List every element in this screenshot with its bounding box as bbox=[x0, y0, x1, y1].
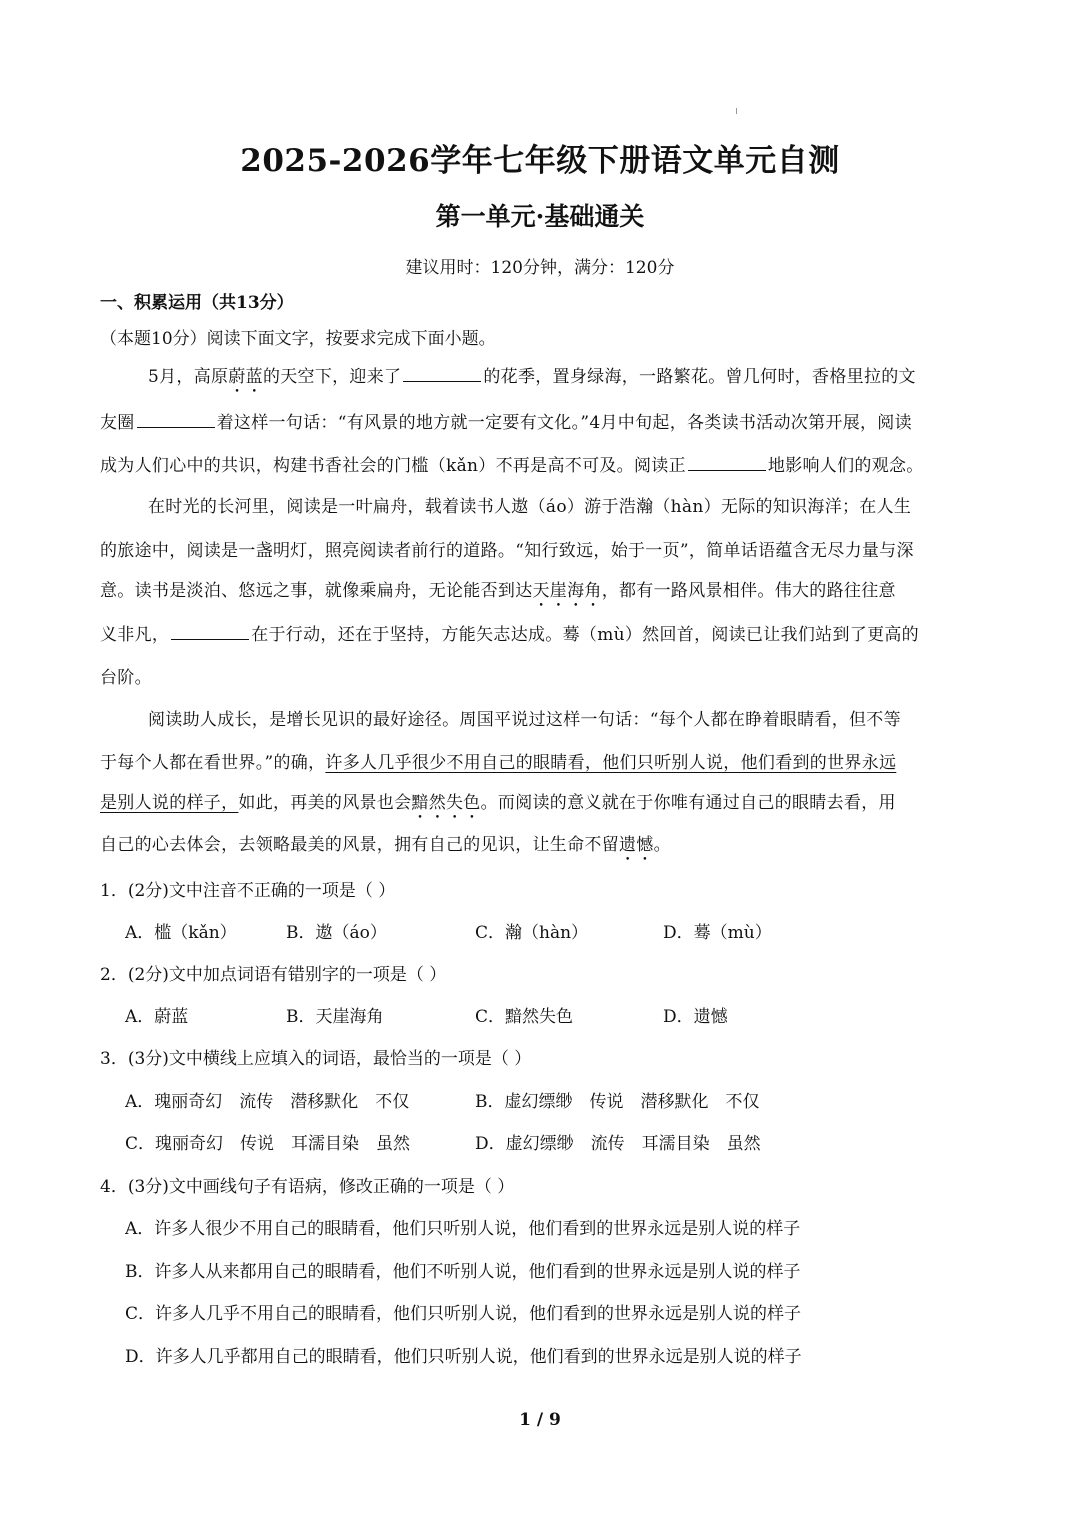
underlined-sentence: 许多人几乎很少不用自己的眼睛看，他们只听别人说，他们看到的世界永远 bbox=[325, 753, 897, 773]
fill-blank bbox=[403, 367, 481, 382]
option[interactable]: B．许多人从来都用自己的眼睛看，他们不听别人说，他们看到的世界永远是别人说的样子 bbox=[125, 1262, 801, 1282]
fill-blank bbox=[171, 625, 249, 640]
text: 义非凡， bbox=[100, 625, 170, 645]
text: 5月，高原 bbox=[148, 367, 229, 387]
text: 的天空下，迎来了 bbox=[262, 367, 402, 387]
question-stem: 3．(3分)文中横线上应填入的词语，最恰当的一项是（ ） bbox=[100, 1049, 532, 1069]
option[interactable]: A．槛（kǎn） bbox=[125, 923, 237, 943]
text: 。 bbox=[653, 835, 671, 855]
passage-line bbox=[100, 788, 896, 823]
passage-line: 台阶。 bbox=[100, 668, 152, 688]
passage-line bbox=[100, 748, 896, 773]
exam-meta: 建议用时：120分钟，满分：120分 bbox=[405, 258, 675, 278]
option[interactable]: B．遨（áo） bbox=[286, 923, 387, 943]
passage-line bbox=[100, 620, 919, 645]
passage-line bbox=[100, 408, 912, 433]
dotted-word: 遗憾 bbox=[619, 835, 654, 855]
dotted-word: 蔚蓝 bbox=[228, 367, 263, 387]
option[interactable]: C．黯然失色 bbox=[475, 1007, 574, 1027]
fill-blank bbox=[688, 456, 766, 471]
question-stem: 4．(3分)文中画线句子有语病，修改正确的一项是（ ） bbox=[100, 1177, 515, 1197]
passage-line: 的旅途中，阅读是一盏明灯，照亮阅读者前行的道路。“知行致远，始于一页”，简单话语蕴含无尽力量与深 bbox=[100, 541, 914, 561]
passage-line: 阅读助人成长，是增长见识的最好途径。周国平说过这样一句话：“每个人都在睁着眼睛看，但不等 bbox=[148, 710, 901, 730]
text: 着这样一句话：“有风景的地方就一定要有文化。”4月中旬起，各类读书活动次第开展，阅读 bbox=[216, 413, 912, 433]
text: 于每个人都在看世界。”的确， bbox=[100, 753, 326, 773]
page-number: 1 / 9 bbox=[519, 1410, 561, 1430]
question-stem: 2．(2分)文中加点词语有错别字的一项是（ ） bbox=[100, 965, 447, 985]
option[interactable]: A．瑰丽奇幻 流传 潜移默化 不仅 bbox=[125, 1092, 410, 1112]
option[interactable]: D．蓦（mù） bbox=[663, 923, 772, 943]
fill-blank bbox=[137, 413, 215, 428]
scan-mark bbox=[736, 108, 737, 114]
option[interactable]: D．许多人几乎都用自己的眼睛看，他们只听别人说，他们看到的世界永远是别人说的样子 bbox=[125, 1347, 802, 1367]
passage-line bbox=[100, 451, 924, 476]
passage-line bbox=[148, 362, 916, 397]
text: 在于行动，还在于坚持，方能矢志达成。蓦（mù）然回首，阅读已让我们站到了更高的 bbox=[251, 625, 919, 645]
dotted-word: 天崖海角 bbox=[532, 581, 602, 601]
passage-line bbox=[100, 830, 671, 865]
option[interactable]: C．瑰丽奇幻 传说 耳濡目染 虽然 bbox=[125, 1134, 411, 1154]
option[interactable]: C．瀚（hàn） bbox=[475, 923, 589, 943]
option[interactable]: A．许多人很少不用自己的眼睛看，他们只听别人说，他们看到的世界永远是别人说的样子 bbox=[125, 1219, 801, 1239]
option[interactable]: B．天崖海角 bbox=[286, 1007, 384, 1027]
page-title: 2025-2026学年七年级下册语文单元自测 bbox=[240, 143, 840, 179]
text: 如此，再美的风景也会 bbox=[238, 793, 412, 813]
text: ，都有一路风景相伴。伟大的路往往意 bbox=[601, 581, 896, 601]
option[interactable]: B．虚幻缥缈 传说 潜移默化 不仅 bbox=[475, 1092, 760, 1112]
passage-line: 在时光的长河里，阅读是一叶扁舟，载着读书人遨（áo）游于浩瀚（hàn）无际的知识海洋；在人生 bbox=[148, 497, 912, 517]
text: 意。读书是淡泊、悠远之事，就像乘扁舟，无论能否到达 bbox=[100, 581, 533, 601]
underlined-sentence: 是别人说的样子， bbox=[100, 793, 239, 813]
text: 。而阅读的意义就在于你唯有通过自己的眼睛去看，用 bbox=[480, 793, 896, 813]
text: 成为人们心中的共识，构建书香社会的门槛（kǎn）不再是高不可及。阅读正 bbox=[100, 456, 686, 476]
text: 友圈 bbox=[100, 413, 135, 433]
question-stem: 1．(2分)文中注音不正确的一项是（ ） bbox=[100, 881, 396, 901]
option[interactable]: A．蔚蓝 bbox=[125, 1007, 189, 1027]
option[interactable]: C．许多人几乎不用自己的眼睛看，他们只听别人说，他们看到的世界永远是别人说的样子 bbox=[125, 1304, 802, 1324]
page-subtitle: 第一单元·基础通关 bbox=[435, 202, 645, 231]
section-heading: 一、积累运用（共13分） bbox=[100, 293, 294, 313]
dotted-word: 黯然失色 bbox=[411, 793, 481, 813]
option[interactable]: D．遗憾 bbox=[663, 1007, 728, 1027]
text: 地影响人们的观念。 bbox=[767, 456, 924, 476]
text: 的花季，置身绿海，一路繁花。曾几何时，香格里拉的文 bbox=[483, 367, 916, 387]
section-intro: （本题10分）阅读下面文字，按要求完成下面小题。 bbox=[100, 329, 496, 349]
passage-line bbox=[100, 576, 896, 611]
option[interactable]: D．虚幻缥缈 流传 耳濡目染 虽然 bbox=[475, 1134, 761, 1154]
text: 自己的心去体会，去领略最美的风景，拥有自己的见识，让生命不留 bbox=[100, 835, 619, 855]
